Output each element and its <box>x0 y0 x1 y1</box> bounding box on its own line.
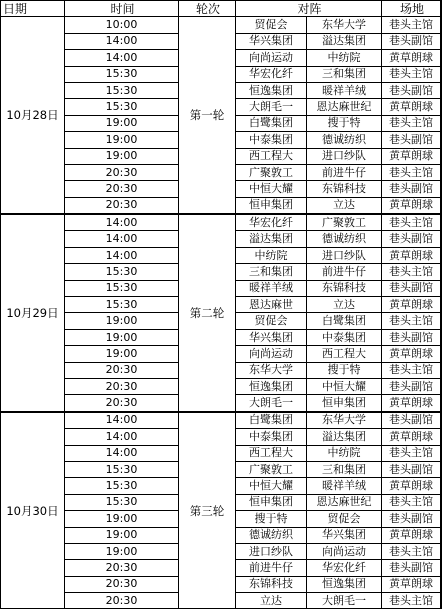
venue-cell: 巷头副馆 <box>382 280 441 296</box>
venue-cell: 巷头主馆 <box>382 445 441 461</box>
venue-cell: 黄草朗球 <box>382 148 441 164</box>
sequence-cell <box>441 511 442 527</box>
venue-cell: 黄草朗球 <box>382 50 441 66</box>
time-cell: 19:00 <box>65 115 179 131</box>
away-team-cell: 大朗毛一 <box>307 593 382 609</box>
time-cell: 14:00 <box>65 429 179 445</box>
sequence-cell <box>441 362 442 378</box>
table-row <box>1 412 442 429</box>
sequence-cell <box>441 576 442 592</box>
sequence-cell <box>441 66 442 82</box>
sequence-cell <box>441 99 442 115</box>
home-team-cell: 溢达集团 <box>236 231 307 247</box>
venue-cell: 巷头主馆 <box>382 543 441 559</box>
round-cell: 第一轮 <box>179 17 236 214</box>
date-cell: 10月30日 <box>1 412 65 609</box>
time-cell: 10:00 <box>65 17 179 33</box>
away-team-cell: 搜于特 <box>307 362 382 378</box>
sequence-cell <box>441 560 442 576</box>
sequence-cell <box>441 378 442 394</box>
time-cell: 20:30 <box>65 576 179 592</box>
time-cell: 20:30 <box>65 181 179 197</box>
venue-cell: 巷头副馆 <box>382 33 441 49</box>
sequence-cell <box>441 297 442 313</box>
sequence-cell <box>441 461 442 477</box>
time-cell: 20:30 <box>65 362 179 378</box>
home-team-cell: 贸促会 <box>236 313 307 329</box>
away-team-cell: 中泰集团 <box>307 329 382 345</box>
header-time: 时间 <box>65 1 179 17</box>
home-team-cell: 恒逸集团 <box>236 378 307 394</box>
away-team-cell: 东华大学 <box>307 412 382 429</box>
sequence-cell <box>441 329 442 345</box>
time-cell: 15:30 <box>65 297 179 313</box>
away-team-cell: 三和集团 <box>307 66 382 82</box>
home-team-cell: 华兴集团 <box>236 329 307 345</box>
away-team-cell: 恩达麻世纪 <box>307 99 382 115</box>
home-team-cell: 立达 <box>236 593 307 609</box>
away-team-cell: 华宏化纤 <box>307 560 382 576</box>
home-team-cell: 中恒大耀 <box>236 181 307 197</box>
header-matchup: 对阵 <box>236 1 382 17</box>
header-round: 轮次 <box>179 1 236 17</box>
round-cell: 第三轮 <box>179 412 236 609</box>
sequence-cell <box>441 445 442 461</box>
sequence-cell <box>441 527 442 543</box>
venue-cell: 巷头副馆 <box>382 132 441 148</box>
away-team-cell: 德诚纺织 <box>307 132 382 148</box>
venue-cell: 黄草朗球 <box>382 527 441 543</box>
home-team-cell: 华宏化纤 <box>236 214 307 231</box>
home-team-cell: 前进牛仔 <box>236 560 307 576</box>
away-team-cell: 前进牛仔 <box>307 164 382 180</box>
sequence-cell <box>441 494 442 510</box>
venue-cell: 巷头主馆 <box>382 214 441 231</box>
venue-cell: 黄草朗球 <box>382 346 441 362</box>
table-row <box>1 214 442 231</box>
sequence-cell <box>441 164 442 180</box>
home-team-cell: 德诚纺织 <box>236 527 307 543</box>
venue-cell: 巷头副馆 <box>382 181 441 197</box>
sequence-cell <box>441 478 442 494</box>
away-team-cell: 恩达麻世纪 <box>307 494 382 510</box>
venue-cell: 巷头副馆 <box>382 511 441 527</box>
venue-cell: 巷头副馆 <box>382 82 441 98</box>
home-team-cell: 向尚运动 <box>236 50 307 66</box>
home-team-cell: 向尚运动 <box>236 346 307 362</box>
home-team-cell: 贸促会 <box>236 17 307 33</box>
away-team-cell: 向尚运动 <box>307 543 382 559</box>
time-cell: 19:00 <box>65 543 179 559</box>
time-cell: 15:30 <box>65 264 179 280</box>
time-cell: 14:00 <box>65 247 179 263</box>
away-team-cell: 白鹭集团 <box>307 313 382 329</box>
time-cell: 20:30 <box>65 197 179 214</box>
sequence-cell <box>441 346 442 362</box>
time-cell: 19:00 <box>65 511 179 527</box>
time-cell: 20:30 <box>65 560 179 576</box>
header-venue: 场地 <box>382 1 441 17</box>
home-team-cell: 恒申集团 <box>236 494 307 510</box>
time-cell: 19:00 <box>65 313 179 329</box>
home-team-cell: 广聚敦工 <box>236 461 307 477</box>
time-cell: 14:00 <box>65 445 179 461</box>
time-cell: 15:30 <box>65 66 179 82</box>
venue-cell: 黄草朗球 <box>382 576 441 592</box>
away-team-cell: 广聚敦工 <box>307 214 382 231</box>
schedule-body <box>1 17 442 609</box>
venue-cell: 巷头副馆 <box>382 412 441 429</box>
sequence-cell <box>441 543 442 559</box>
venue-cell: 黄草朗球 <box>382 395 441 412</box>
away-team-cell: 恒逸集团 <box>307 576 382 592</box>
time-cell: 15:30 <box>65 82 179 98</box>
header-date: 日期 <box>1 1 65 17</box>
header-seq <box>441 1 442 17</box>
time-cell: 14:00 <box>65 214 179 231</box>
time-cell: 19:00 <box>65 329 179 345</box>
time-cell: 15:30 <box>65 461 179 477</box>
away-team-cell: 进口纱队 <box>307 148 382 164</box>
time-cell: 14:00 <box>65 231 179 247</box>
home-team-cell: 恒逸集团 <box>236 82 307 98</box>
venue-cell: 巷头副馆 <box>382 329 441 345</box>
sequence-cell <box>441 17 442 33</box>
time-cell: 19:00 <box>65 132 179 148</box>
date-cell: 10月29日 <box>1 214 65 412</box>
away-team-cell: 中恒大耀 <box>307 378 382 394</box>
time-cell: 14:00 <box>65 412 179 429</box>
sequence-cell <box>441 181 442 197</box>
sequence-cell <box>441 313 442 329</box>
venue-cell: 巷头主馆 <box>382 115 441 131</box>
time-cell: 19:00 <box>65 527 179 543</box>
sequence-cell <box>441 214 442 231</box>
date-cell: 10月28日 <box>1 17 65 214</box>
home-team-cell: 大朗毛一 <box>236 99 307 115</box>
away-team-cell: 华兴集团 <box>307 527 382 543</box>
home-team-cell: 搜于特 <box>236 511 307 527</box>
away-team-cell: 前进牛仔 <box>307 264 382 280</box>
away-team-cell: 东华大学 <box>307 17 382 33</box>
away-team-cell: 贸促会 <box>307 511 382 527</box>
away-team-cell: 德诚纺织 <box>307 231 382 247</box>
away-team-cell: 溢达集团 <box>307 429 382 445</box>
home-team-cell: 中纺院 <box>236 247 307 263</box>
home-team-cell: 西工程大 <box>236 445 307 461</box>
venue-cell: 黄草朗球 <box>382 99 441 115</box>
away-team-cell: 恒申集团 <box>307 395 382 412</box>
sequence-cell <box>441 132 442 148</box>
sequence-cell <box>441 148 442 164</box>
venue-cell: 黄草朗球 <box>382 429 441 445</box>
away-team-cell: 中纺院 <box>307 445 382 461</box>
away-team-cell: 立达 <box>307 297 382 313</box>
home-team-cell: 东华大学 <box>236 362 307 378</box>
away-team-cell: 溢达集团 <box>307 33 382 49</box>
time-cell: 14:00 <box>65 50 179 66</box>
venue-cell: 巷头主馆 <box>382 593 441 609</box>
sequence-cell <box>441 82 442 98</box>
away-team-cell: 东锦科技 <box>307 280 382 296</box>
home-team-cell: 白鹭集团 <box>236 412 307 429</box>
away-team-cell: 暖祥羊绒 <box>307 82 382 98</box>
time-cell: 20:30 <box>65 378 179 394</box>
table-row <box>1 17 442 33</box>
home-team-cell: 恩达麻世 <box>236 297 307 313</box>
venue-cell: 巷头主馆 <box>382 17 441 33</box>
away-team-cell: 立达 <box>307 197 382 214</box>
sequence-cell <box>441 280 442 296</box>
away-team-cell: 进口纱队 <box>307 247 382 263</box>
venue-cell: 黄草朗球 <box>382 297 441 313</box>
home-team-cell: 中泰集团 <box>236 429 307 445</box>
venue-cell: 巷头副馆 <box>382 231 441 247</box>
home-team-cell: 进口纱队 <box>236 543 307 559</box>
away-team-cell: 西工程大 <box>307 346 382 362</box>
venue-cell: 巷头主馆 <box>382 264 441 280</box>
sequence-cell <box>441 264 442 280</box>
home-team-cell: 广聚敦工 <box>236 164 307 180</box>
time-cell: 20:30 <box>65 593 179 609</box>
home-team-cell: 华兴集团 <box>236 33 307 49</box>
away-team-cell: 搜于特 <box>307 115 382 131</box>
venue-cell: 巷头主馆 <box>382 313 441 329</box>
time-cell: 19:00 <box>65 148 179 164</box>
home-team-cell: 中泰集团 <box>236 132 307 148</box>
venue-cell: 巷头副馆 <box>382 378 441 394</box>
venue-cell: 巷头主馆 <box>382 164 441 180</box>
time-cell: 19:00 <box>65 346 179 362</box>
sequence-cell <box>441 412 442 429</box>
home-team-cell: 西工程大 <box>236 148 307 164</box>
venue-cell: 黄草朗球 <box>382 478 441 494</box>
sequence-cell <box>441 33 442 49</box>
venue-cell: 巷头副馆 <box>382 461 441 477</box>
venue-cell: 巷头副馆 <box>382 560 441 576</box>
time-cell: 14:00 <box>65 33 179 49</box>
home-team-cell: 三和集团 <box>236 264 307 280</box>
home-team-cell: 东锦科技 <box>236 576 307 592</box>
away-team-cell: 中纺院 <box>307 50 382 66</box>
time-cell: 15:30 <box>65 478 179 494</box>
sequence-cell <box>441 593 442 609</box>
time-cell: 15:30 <box>65 494 179 510</box>
sequence-cell <box>441 247 442 263</box>
home-team-cell: 恒申集团 <box>236 197 307 214</box>
venue-cell: 黄草朗球 <box>382 197 441 214</box>
venue-cell: 巷头主馆 <box>382 66 441 82</box>
header-row <box>1 1 442 17</box>
time-cell: 20:30 <box>65 395 179 412</box>
home-team-cell: 暖祥羊绒 <box>236 280 307 296</box>
sequence-cell <box>441 50 442 66</box>
home-team-cell: 华宏化纤 <box>236 66 307 82</box>
away-team-cell: 东锦科技 <box>307 181 382 197</box>
away-team-cell: 暖祥羊绒 <box>307 478 382 494</box>
sequence-cell <box>441 231 442 247</box>
sequence-cell <box>441 115 442 131</box>
sequence-cell <box>441 395 442 412</box>
round-cell: 第二轮 <box>179 214 236 412</box>
time-cell: 20:30 <box>65 164 179 180</box>
venue-cell: 巷头主馆 <box>382 494 441 510</box>
time-cell: 15:30 <box>65 280 179 296</box>
home-team-cell: 中恒大耀 <box>236 478 307 494</box>
away-team-cell: 三和集团 <box>307 461 382 477</box>
sequence-cell <box>441 429 442 445</box>
home-team-cell: 大朗毛一 <box>236 395 307 412</box>
sequence-cell <box>441 197 442 214</box>
venue-cell: 巷头主馆 <box>382 362 441 378</box>
venue-cell: 黄草朗球 <box>382 247 441 263</box>
time-cell: 15:30 <box>65 99 179 115</box>
home-team-cell: 白鹭集团 <box>236 115 307 131</box>
